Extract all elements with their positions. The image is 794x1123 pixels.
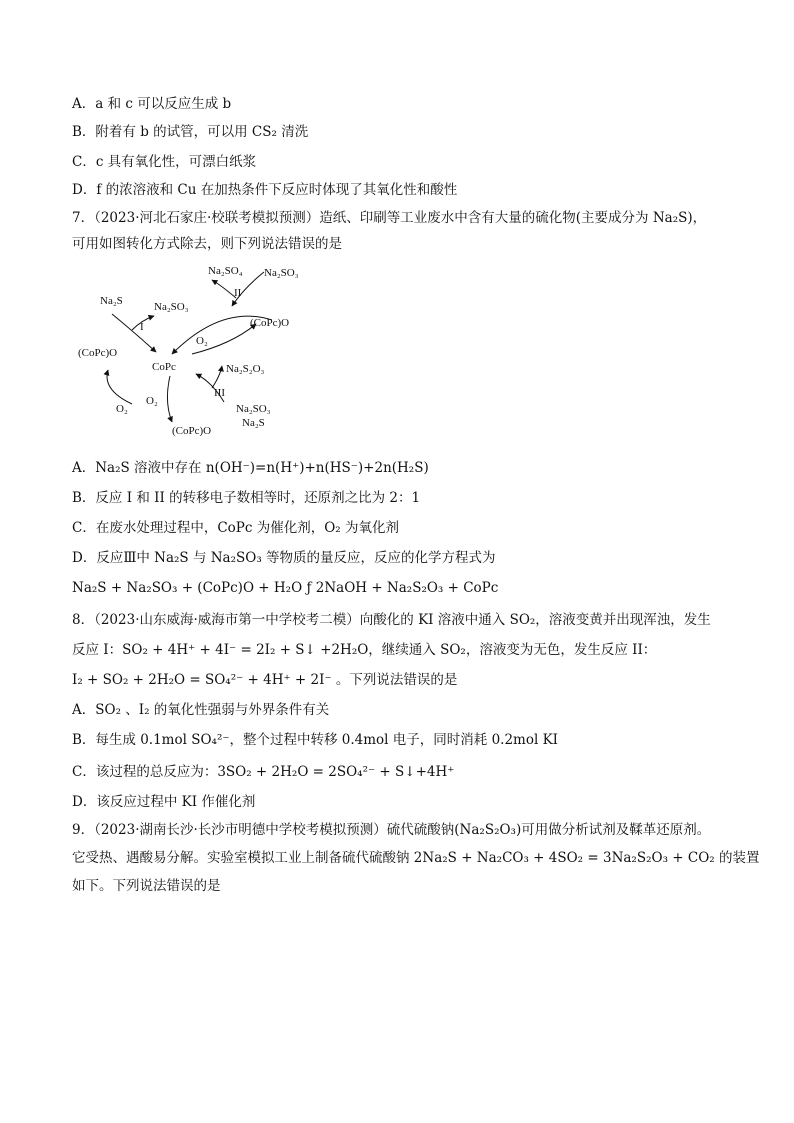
label-na2so4: Na₂SO₄	[208, 265, 243, 277]
arrow-reaction-2-out	[212, 280, 236, 298]
label-copc: CoPc	[152, 361, 176, 373]
label-reaction-2: II	[234, 287, 242, 299]
arrow-reaction-3-out	[212, 366, 222, 388]
question-8-stem-1: 8．（2023·山东威海·威海市第一中学校考二模）向酸化的 KI 溶液中通入 SO₂，溶液变黄并出现浑浊，发生	[72, 612, 711, 628]
label-o2-bottom-left: O₂	[116, 403, 128, 415]
question-7-equation: Na₂S + Na₂SO₃ + (CoPc)O + H₂O ƒ 2NaOH + Na₂S₂O₃ + CoPc	[72, 580, 499, 596]
arrow-reaction-1	[112, 314, 156, 352]
label-reaction-1: I	[140, 321, 144, 333]
question-9-stem-3: 如下。下列说法错误的是	[72, 878, 221, 894]
label-na2s-left: Na₂S	[100, 295, 123, 307]
option-c: C．c 具有氧化性，可漂白纸浆	[72, 154, 257, 170]
option-b: B．附着有 b 的试管，可以用 CS₂ 清洗	[72, 124, 309, 140]
question-7-option-d: D．反应Ⅲ中 Na₂S 与 Na₂SO₃ 等物质的量反应，反应的化学方程式为	[72, 550, 496, 566]
question-7-option-c: C．在废水处理过程中，CoPc 为催化剂，O₂ 为氧化剂	[72, 520, 399, 536]
question-8-option-d: D．该反应过程中 KI 作催化剂	[72, 794, 256, 810]
conversion-diagram	[72, 262, 332, 440]
option-d: D．f 的浓溶液和 Cu 在加热条件下反应时体现了其氧化性和酸性	[72, 182, 458, 198]
label-copco-bottom: (CoPc)O	[172, 425, 212, 437]
question-9-stem-2: 它受热、遇酸易分解。实验室模拟工业上制备硫代硫酸钠 2Na₂S + Na₂CO₃ + 4SO₂ = 3Na₂S₂O₃ + CO₂ 的装置	[72, 850, 760, 866]
label-o2-bottom: O₂	[146, 395, 158, 407]
question-9-stem-1: 9．（2023·湖南长沙·长沙市明德中学校考模拟预测）硫代硫酸钠(Na₂S₂O₃)可用做分析试剂及鞣革还原剂。	[72, 822, 711, 838]
question-7-option-b: B．反应 I 和 II 的转移电子数相等时，还原剂之比为 2：1	[72, 490, 421, 506]
label-na2so3-mid: Na₂SO₃	[154, 301, 189, 313]
arrow-oxidation-left	[107, 370, 132, 404]
label-na2so3-bottom-right: Na₂SO₃	[236, 403, 271, 415]
question-8-stem-2: 反应 I：SO₂ + 4H⁺ + 4I⁻ = 2I₂ + S↓ +2H₂O，继续通入 SO₂，溶液变为无色，发生反应 II：	[72, 642, 657, 658]
question-8-stem-3: I₂ + SO₂ + 2H₂O = SO₄²⁻ + 4H⁺ + 2I⁻ 。下列说法错误的是	[72, 672, 458, 688]
option-a: A．a 和 c 可以反应生成 b	[72, 96, 232, 112]
question-8-option-a: A．SO₂ 、I₂ 的氧化性强弱与外界条件有关	[72, 702, 330, 718]
label-o2-mid: O₂	[196, 335, 208, 347]
question-7-stem-1: 7．（2023·河北石家庄·校联考模拟预测）造纸、印刷等工业废水中含有大量的硫化物(主要成分为 Na₂S)，	[72, 210, 707, 226]
question-8-option-b: B．每生成 0.1mol SO₄²⁻，整个过程中转移 0.4mol 电子，同时消耗 0.2mol KI	[72, 732, 558, 748]
label-na2s2o3: Na₂S₂O₃	[226, 363, 265, 375]
question-8-option-c: C．该过程的总反应为：3SO₂ + 2H₂O = 2SO₄²⁻ + S↓+4H⁺	[72, 764, 455, 780]
label-reaction-3: III	[214, 387, 225, 399]
arrow-oxidation-bottom	[167, 376, 172, 422]
question-7-option-a: A．Na₂S 溶液中存在 n(OH⁻)=n(H⁺)+n(HS⁻)+2n(H₂S)	[72, 460, 429, 476]
label-copco-right: (CoPc)O	[250, 317, 290, 329]
question-7-stem-2: 可用如图转化方式除去，则下列说法错误的是	[72, 236, 342, 252]
label-copco-left: (CoPc)O	[78, 347, 118, 359]
label-na2s-bottom-right: Na₂S	[242, 417, 265, 429]
label-na2so3-top: Na₂SO₃	[264, 267, 299, 279]
